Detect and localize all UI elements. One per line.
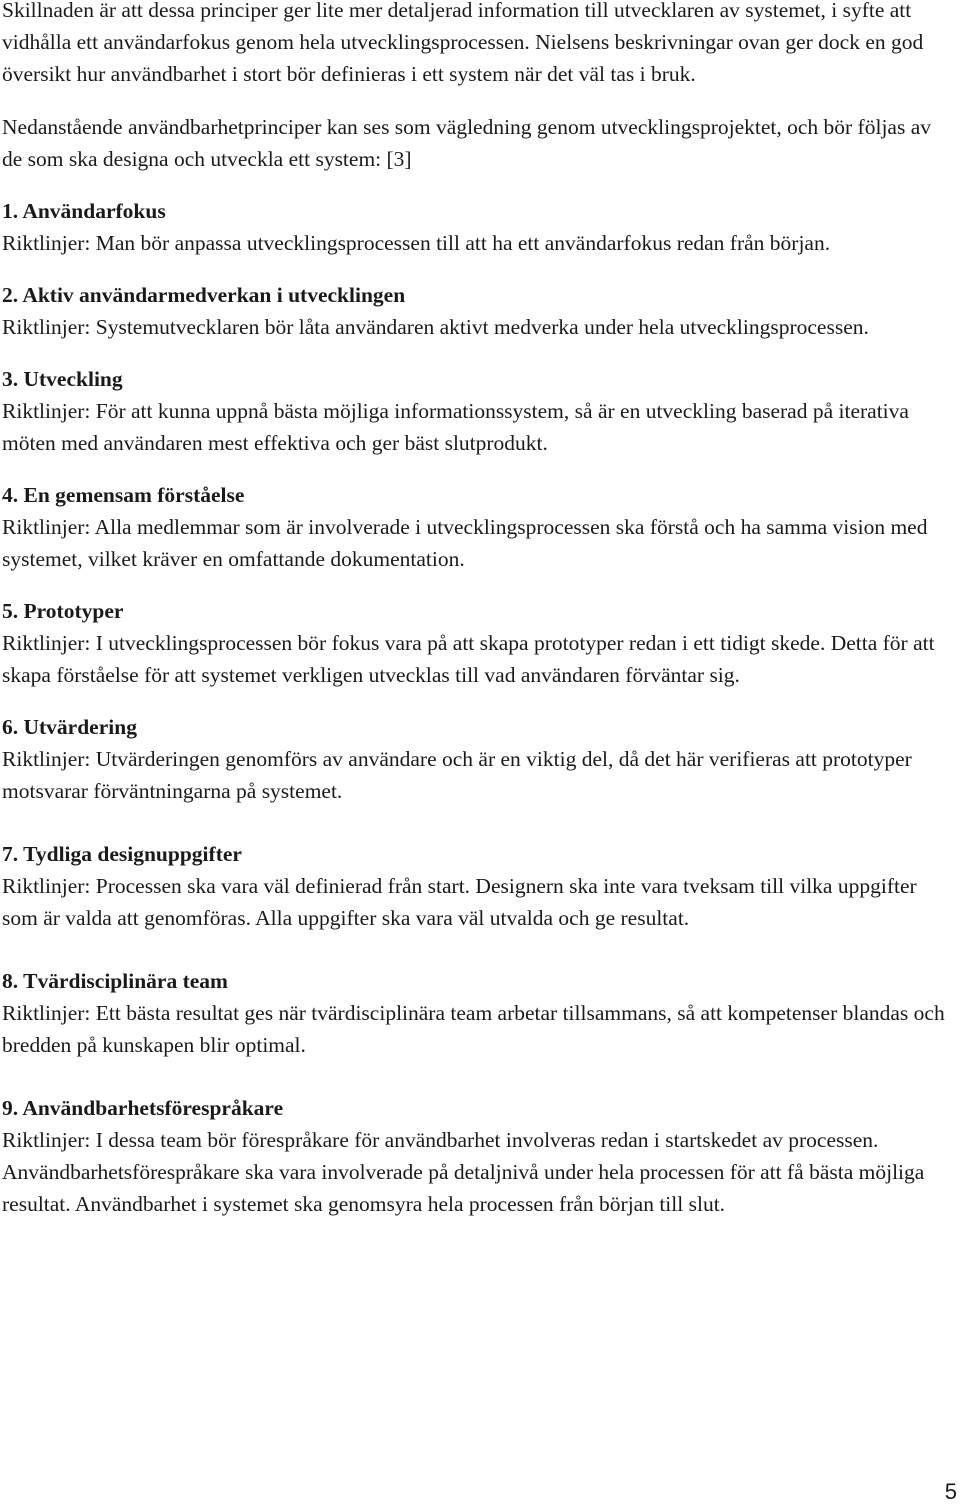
page-number: 5 <box>944 1479 957 1504</box>
principle-title: 5. Prototyper <box>2 599 124 623</box>
principle-8 <box>2 965 952 1061</box>
principle-guideline: Riktlinjer: Man bör anpassa utvecklingsprocessen till att ha ett användarfokus redan från början. <box>2 231 831 255</box>
principle-title: 8. Tvärdisciplinära team <box>2 969 228 993</box>
principle-6 <box>2 711 952 807</box>
principle-title: 4. En gemensam förståelse <box>2 483 245 507</box>
principle-title: 7. Tydliga designuppgifter <box>2 842 242 866</box>
principle-1 <box>2 195 952 259</box>
principle-guideline: Riktlinjer: Utvärderingen genomförs av användare och är en viktig del, då det här verifieras att prototyper motsvarar förväntningarna på systemet. <box>2 747 912 803</box>
principle-title: 9. Användbarhetsförespråkare <box>2 1096 284 1120</box>
principle-guideline: Riktlinjer: Alla medlemmar som är involverade i utvecklingsprocessen ska förstå och ha samma vision med systemet, vilket kräver en omfattande dokumentation. <box>2 515 928 571</box>
principle-guideline: Riktlinjer: Ett bästa resultat ges när tvärdisciplinära team arbetar tillsammans, så att kompetenser blandas och bredden på kunskapen blir optimal. <box>2 1001 945 1057</box>
principle-2 <box>2 279 952 343</box>
principle-3 <box>2 363 952 459</box>
principle-guideline: Riktlinjer: Processen ska vara väl definierad från start. Designern ska inte vara tveksam till vilka uppgifter som är valda att genomföras. Alla uppgifter ska vara väl utvalda och ge resultat. <box>2 874 917 930</box>
principle-title: 6. Utvärdering <box>2 715 137 739</box>
principle-guideline: Riktlinjer: För att kunna uppnå bästa möjliga informationssystem, så är en utveckling baserad på iterativa möten med användaren mest effektiva och ger bäst slutprodukt. <box>2 399 909 455</box>
principle-guideline: Riktlinjer: I utvecklingsprocessen bör fokus vara på att skapa prototyper redan i ett tidigt skede. Detta för att skapa förståelse för att systemet verkligen utvecklas till vad användaren förväntar sig. <box>2 631 935 687</box>
principle-guideline: Riktlinjer: Systemutvecklaren bör låta användaren aktivt medverka under hela utvecklingsprocessen. <box>2 315 869 339</box>
principle-guideline: Riktlinjer: I dessa team bör förespråkare för användbarhet involveras redan i startskedet av processen. Användbarhetsförespråkare ska vara involverade på detaljnivå under hela processen för att få bästa möjliga resultat. Användbarhet i systemet ska genomsyra hela processen från början till slut. <box>2 1128 925 1216</box>
principle-5 <box>2 595 952 691</box>
intro-paragraph-2: Nedanstående användbarhetprinciper kan ses som vägledning genom utvecklingsprojektet, och bör följas av de som ska designa och utveckla ett system: [3] <box>2 115 931 171</box>
document-page <box>2 0 952 1220</box>
principle-title: 2. Aktiv användarmedverkan i utvecklingen <box>2 283 406 307</box>
principle-7 <box>2 838 952 934</box>
principle-title: 1. Användarfokus <box>2 199 166 223</box>
principle-4 <box>2 479 952 575</box>
intro-paragraph-1: Skillnaden är att dessa principer ger lite mer detaljerad information till utvecklaren av systemet, i syfte att vidhålla ett användarfokus genom hela utvecklingsprocessen. Nielsens beskrivningar ovan ger dock en god översikt hur användbarhet i stort bör definieras i ett system när det väl tas i bruk. <box>2 0 924 86</box>
principle-title: 3. Utveckling <box>2 367 123 391</box>
principle-9 <box>2 1092 952 1220</box>
